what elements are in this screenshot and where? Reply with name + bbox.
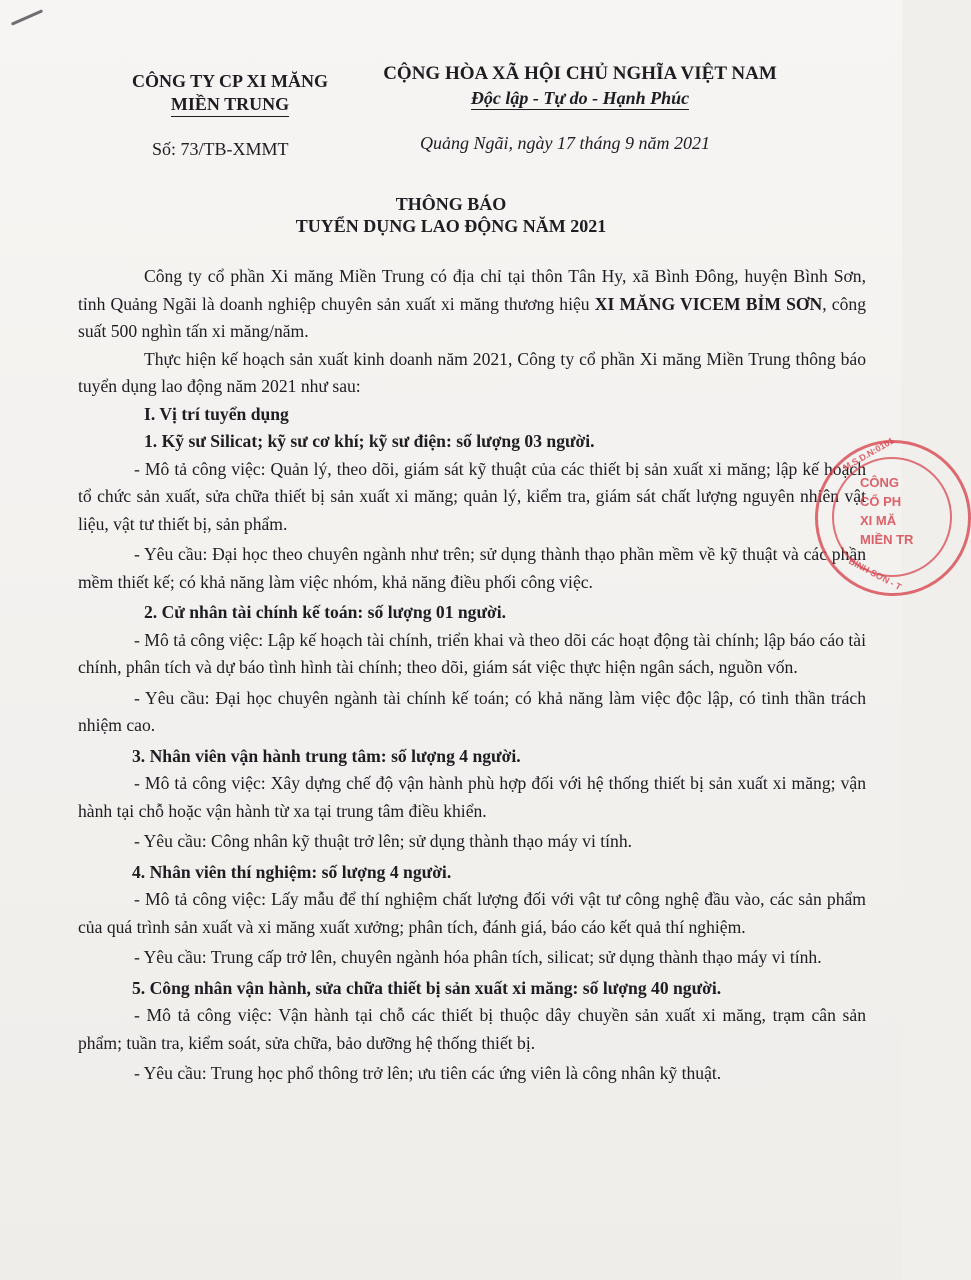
seal-text: CÔNG CỔ PH XI MĂ MIỀN TR — [860, 475, 914, 547]
pen-mark — [11, 9, 43, 26]
doc-subtitle: TUYỂN DỤNG LAO ĐỘNG NĂM 2021 — [295, 216, 607, 236]
doc-title: THÔNG BÁO — [395, 194, 507, 214]
position-description: - Mô tả công việc: Xây dựng chế độ vận hành phù hợp đối với hệ thống thiết bị sản xuất xi măng; vận hành tại chỗ hoặc vận hành từ xa tại trung tâm điều khiển. — [78, 773, 866, 821]
brand-name: XI MĂNG VICEM BỈM SƠN — [594, 293, 823, 314]
company-seal-stamp — [815, 435, 971, 596]
document-number: Số: 73/TB-XMMT — [152, 139, 289, 159]
position-description: - Mô tả công việc: Lập kế hoạch tài chính, triển khai và theo dõi các hoạt động tài chính; lập báo cáo tài chính, phân tích và dự báo tình hình tài chính; theo dõi, giám sát việc thực hiện ngân sách, nguồn vốn. — [78, 629, 866, 677]
nation-name: CỘNG HÒA XÃ HỘI CHỦ NGHĨA VIỆT NAM — [383, 63, 777, 84]
seal-rim-bottom: BÌNH SƠN - T — [847, 555, 904, 593]
position-heading: 3. Nhân viên vận hành trung tâm: số lượng 4 người. — [132, 745, 521, 766]
position-heading: 1. Kỹ sư Silicat; kỹ sư cơ khí; kỹ sư điện: số lượng 03 người. — [144, 431, 595, 451]
section-heading: I. Vị trí tuyển dụng — [144, 403, 289, 424]
organization-header — [110, 70, 350, 117]
place-date: Quảng Ngãi, ngày 17 tháng 9 năm 2021 — [420, 133, 710, 153]
seal-rim-top: M.S.D.N:0101 — [841, 435, 896, 473]
position-requirement: - Yêu cầu: Công nhân kỹ thuật trở lên; sử dụng thành thạo máy vi tính. — [134, 831, 633, 851]
org-name-line2: MIỀN TRUNG — [171, 93, 289, 117]
position-heading: 5. Công nhân vận hành, sửa chữa thiết bị sản xuất xi măng: số lượng 40 người. — [132, 977, 722, 998]
position-description: - Mô tả công việc: Lấy mẫu để thí nghiệm chất lượng đối với vật tư công nghệ đầu vào, các sản phẩm của quá trình sản xuất và xi măng xuất xưởng; phân tích, đánh giá, báo cáo kết quả thí nghiệm. — [78, 889, 866, 937]
intro-paragraph: Công ty cổ phần Xi măng Miền Trung có địa chỉ tại thôn Tân Hy, xã Bình Đông, huyện Bình Sơn, tỉnh Quảng Ngãi là doanh nghiệp chuyên sản xuất xi măng thương hiệu XI MĂNG VICEM BỈM SƠN, công suất 500 nghìn tấn xi măng/năm. — [78, 266, 866, 341]
nation-motto: Độc lập - Tự do - Hạnh Phúc — [470, 88, 690, 108]
position-heading: 2. Cử nhân tài chính kế toán: số lượng 01 người. — [144, 602, 507, 622]
intro-paragraph-2: Thực hiện kế hoạch sản xuất kinh doanh năm 2021, Công ty cổ phần Xi măng Miền Trung thông báo tuyển dụng lao động năm 2021 như sau: — [78, 348, 866, 396]
document-body — [78, 263, 866, 1088]
position-description: - Mô tả công việc: Vận hành tại chỗ các thiết bị thuộc dây chuyền sản xuất xi măng, trạm cân sản phẩm; tuần tra, kiểm soát, sửa chữa, bảo dưỡng hệ thống thiết bị. — [78, 1005, 866, 1053]
national-header — [360, 62, 800, 110]
position-description: - Mô tả công việc: Quản lý, theo dõi, giám sát kỹ thuật của các thiết bị sản xuất xi măng; lập kế hoạch tổ chức sản xuất, sửa chữa thiết bị sản xuất xi măng; quản lý, kiểm tra, giám sát chất lượng nguyên nhiên vật liệu, vật tư thiết bị, sản phẩm. — [78, 458, 866, 534]
position-heading: 4. Nhân viên thí nghiệm: số lượng 4 người. — [132, 861, 452, 882]
org-name-line1: CÔNG TY CP XI MĂNG — [131, 71, 328, 91]
position-requirement: - Yêu cầu: Đại học theo chuyên ngành như trên; sử dụng thành thạo phần mềm về kỹ thuật và các phần mềm thiết kế; có khả năng làm việc nhóm, khả năng điều phối công việc. — [78, 544, 866, 592]
position-requirement: - Yêu cầu: Trung cấp trở lên, chuyên ngành hóa phân tích, silicat; sử dụng thành thạo máy vi tính. — [134, 947, 822, 967]
position-requirement: - Yêu cầu: Đại học chuyên ngành tài chính kế toán; có khả năng làm việc độc lập, có tinh thần trách nhiệm cao. — [78, 687, 866, 735]
position-requirement: - Yêu cầu: Trung học phổ thông trở lên; ưu tiên các ứng viên là công nhân kỹ thuật. — [134, 1063, 722, 1083]
